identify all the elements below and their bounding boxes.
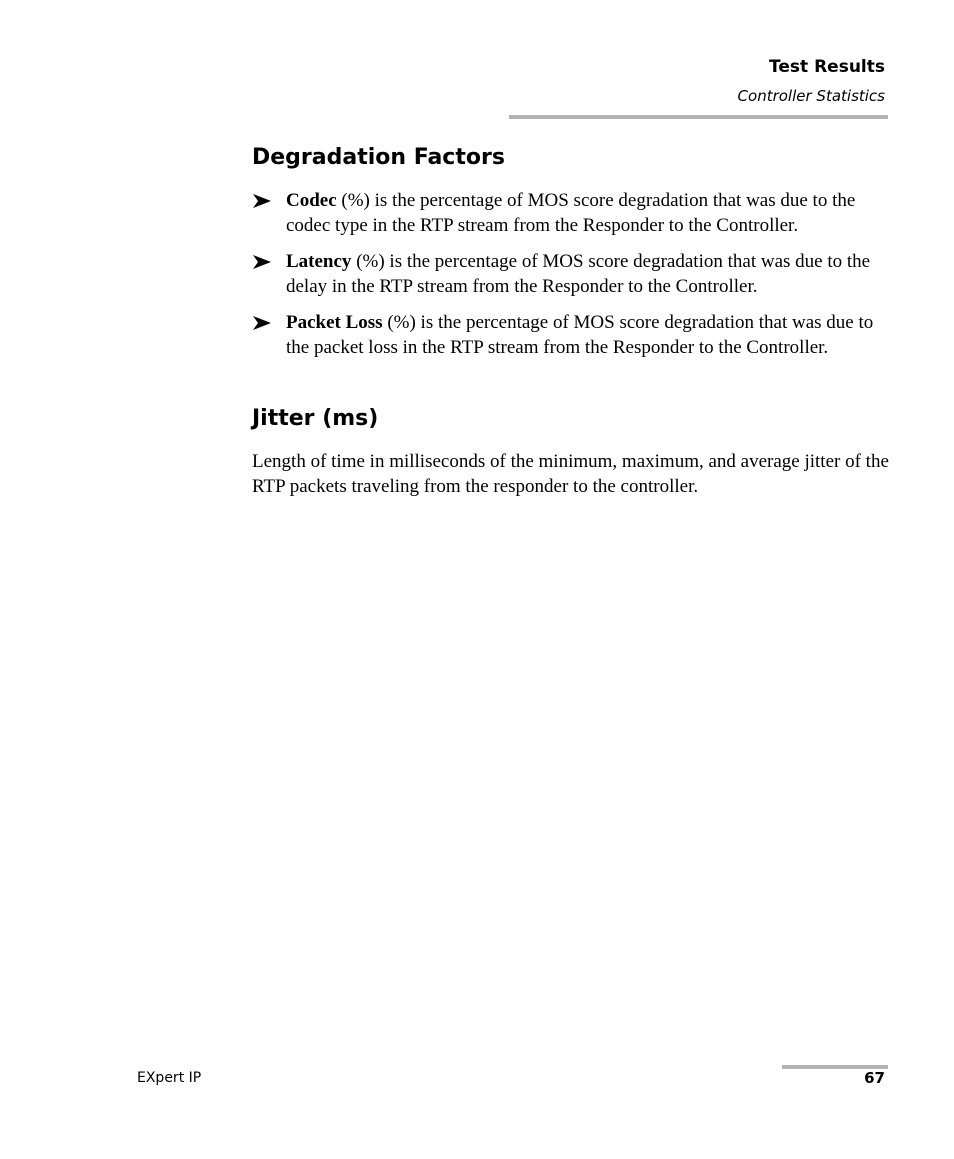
- degradation-factors-list: [252, 188, 892, 371]
- list-item-latency: [252, 249, 892, 299]
- arrowhead-bullet-icon: [252, 191, 272, 211]
- section-heading-jitter: Jitter (ms): [252, 406, 379, 431]
- footer-product-name: EXpert IP: [137, 1070, 202, 1086]
- page-number: 67: [864, 1069, 885, 1087]
- arrowhead-bullet-icon: [252, 313, 272, 333]
- arrowhead-bullet-icon: [252, 252, 272, 272]
- list-item-term: Latency: [286, 251, 352, 272]
- list-item-term: Codec: [286, 190, 337, 211]
- section-heading-degradation-factors: Degradation Factors: [252, 145, 505, 170]
- jitter-description: Length of time in milliseconds of the minimum, maximum, and average jitter of the RTP packets traveling from the responder to the controller.: [252, 451, 889, 497]
- list-item-text: (%) is the percentage of MOS score degradation that was due to the codec type in the RTP stream from the Responder to the Controller.: [286, 190, 856, 236]
- list-item-text: (%) is the percentage of MOS score degradation that was due to the packet loss in the RTP stream from the Responder to the Controller.: [286, 312, 874, 358]
- running-header-title: Test Results: [769, 57, 885, 77]
- running-header-subtitle: Controller Statistics: [737, 87, 885, 105]
- list-item-term: Packet Loss: [286, 312, 383, 333]
- list-item-codec: [252, 188, 892, 238]
- header-divider: [509, 115, 888, 119]
- list-item-packet-loss: [252, 310, 892, 360]
- list-item-text: (%) is the percentage of MOS score degradation that was due to the delay in the RTP stream from the Responder to the Controller.: [286, 251, 871, 297]
